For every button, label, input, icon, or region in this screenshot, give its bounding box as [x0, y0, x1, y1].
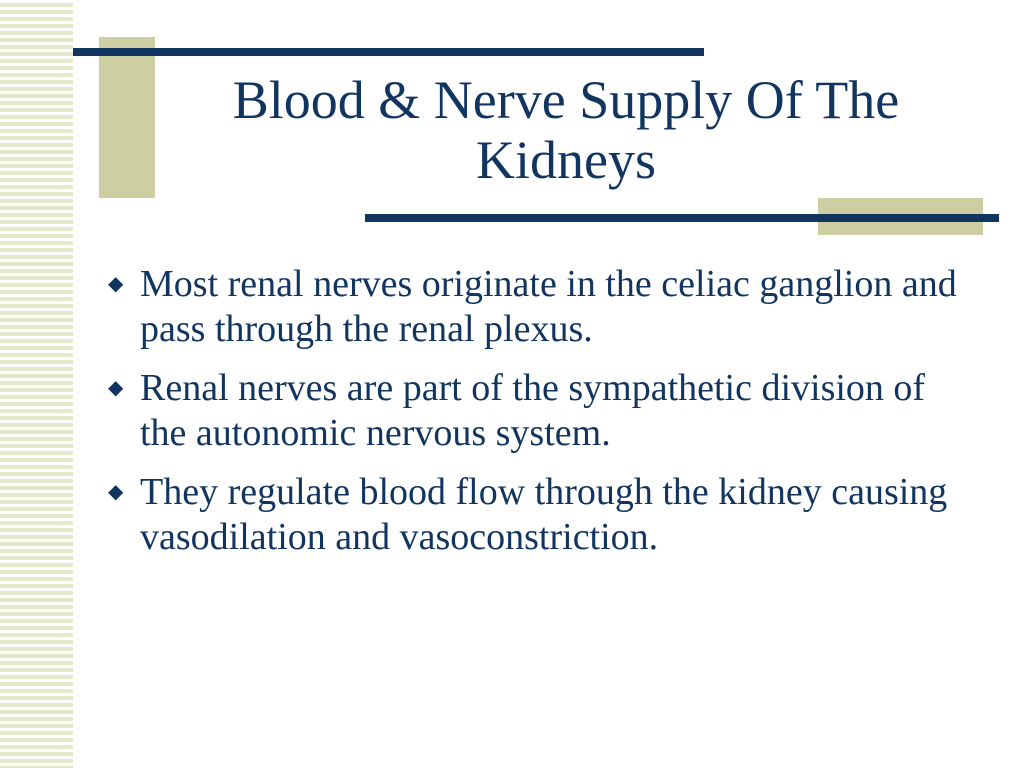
diamond-icon: ◆ [108, 273, 124, 295]
striped-margin-decoration [0, 0, 73, 768]
diamond-icon: ◆ [108, 377, 124, 399]
slide-title: Blood & Nerve Supply Of The Kidneys [232, 70, 900, 190]
title-rule-top [73, 48, 704, 56]
bullet-item [100, 262, 980, 352]
bullet-text: Most renal nerves originate in the celiac ganglion and pass through the renal plexus. [140, 263, 957, 350]
title-rule-bottom [365, 214, 999, 222]
diamond-icon: ◆ [108, 481, 124, 503]
bullet-list [100, 262, 980, 574]
bullet-item [100, 366, 980, 456]
bullet-item [100, 470, 980, 560]
bullet-text: Renal nerves are part of the sympathetic division of the autonomic nervous system. [140, 367, 926, 454]
bullet-text: They regulate blood flow through the kidney causing vasodilation and vasoconstriction. [140, 471, 948, 558]
